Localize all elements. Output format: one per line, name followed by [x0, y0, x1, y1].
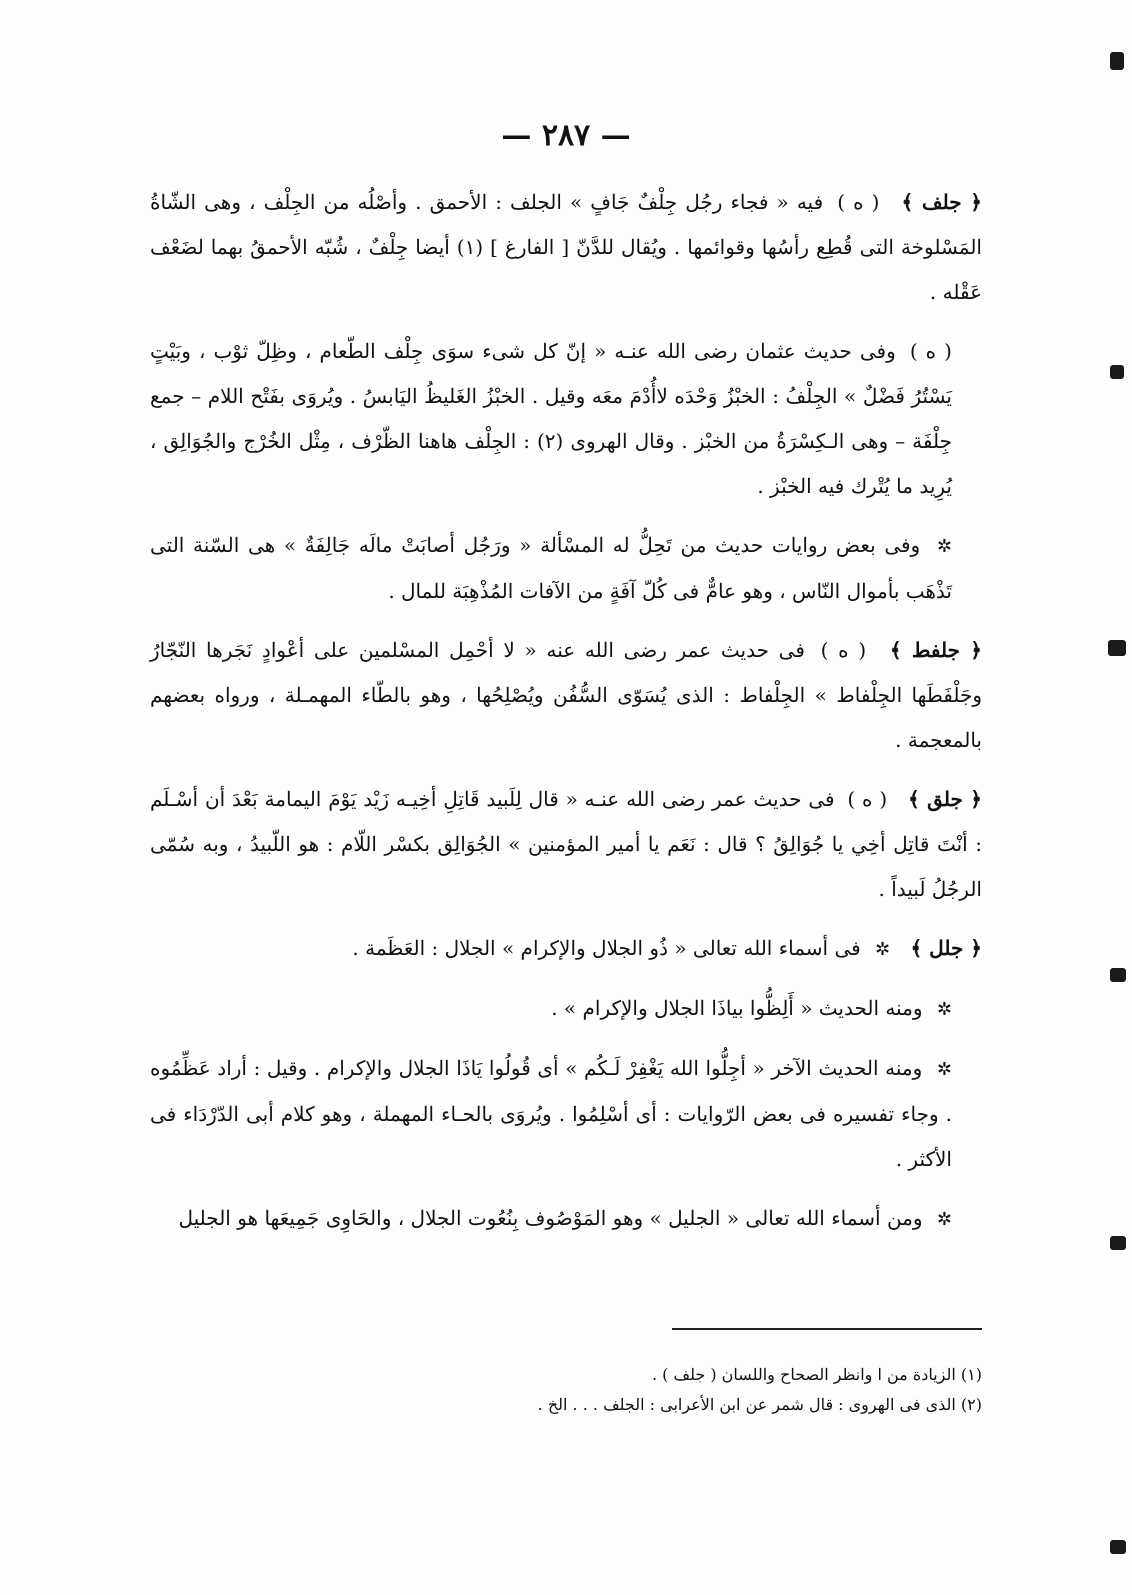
scan-edge-mark-1	[1110, 52, 1124, 70]
footnote-divider	[672, 1328, 982, 1330]
footnote-1: (١) الزيادة من ا وانظر الصحاح واللسان ( جلف ) .	[652, 1365, 982, 1384]
star-icon: ✲	[936, 536, 952, 557]
entry-marker: ( ه )	[909, 339, 952, 363]
entry-text: ومنه الحديث « أَلِظُّوا بياذَا الجلال والإكرام » .	[551, 996, 923, 1020]
page-number: — ٢٨٧ —	[501, 118, 631, 153]
entry-jalf-uthman	[150, 329, 982, 509]
entry-headword: ﴿ جلق ﴾	[908, 787, 983, 811]
star-icon: ✲	[875, 939, 891, 960]
entry-text: وفى بعض روايات حديث من تَحِلُّ له المسْألة « ورَجُل أصابَتْ مالَه جَالِفَةٌ » هى السّنة التى تَذْهَب بأموال النّاس ، وهو عامٌّ فى كُلّ آفَةٍ من الآفات المُذْهِبَة للمال .	[150, 533, 952, 603]
entry-text: ومنه الحديث الآخر « أجِلُّوا الله يَغْفِرْ لَـكُم » أى قُولُوا يَاذَا الجلال والإكرام . وقيل : أراد عَظِّمُوه . وجاء تفسيره فى بعض الرّوايات : أى أسْلِمُوا . ويُروَى بالحـاء المهملة ، وهو كلام أبى الدّرْدَاء فى الأكثر .	[150, 1056, 952, 1171]
entry-text: فى أسماء الله تعالى « ذُو الجلال والإكرام » الجلال : العَظَمة .	[352, 936, 861, 960]
entry-headword: ﴿ جلل ﴾	[910, 936, 982, 960]
scan-edge-mark-6	[1110, 1540, 1126, 1554]
entry-jalf	[150, 180, 982, 315]
entry-jalal-hadith-2	[150, 1046, 982, 1182]
entry-jalal-hadith-1	[150, 986, 982, 1032]
star-icon: ✲	[936, 1059, 953, 1080]
entry-marker: ( ه )	[847, 787, 888, 811]
entry-marker: ( ه )	[837, 190, 880, 214]
entry-marker: ( ه )	[820, 638, 867, 662]
entry-text: فيه « فجاء رجُل جِلْفٌ جَافٍ » الجلف : الأحمق . وأصْلُه من الجِلْف ، وهى الشّاةُ المَسْلوخة التى قُطِع رأسُها وقوائمها . ويُقال للدَّنّ [ الفارغ ] (١) أيضا جِلْفٌ ، شُبّه الأحمقُ بهما لضَعْف عَقْله .	[150, 190, 982, 304]
footnote-2: (٢) الذى فى الهروى : قال شمر عن ابن الأعرابى : الجلف . . . الخ .	[537, 1395, 982, 1414]
entry-text: فى حديث عمر رضى الله عنـه « قال لِلَبيد قَاتِلِ أخِيـه زَيْد يَوْمَ اليمامة بَعْدَ أن أسْـلَم : أنْتَ قاتِل أخِي يا جُوَالِقُ ؟ قال : نَعَم يا أمير المؤمنين » الجُوَالِق بكسْر اللّام : هو اللّبيدُ ، وبه سُمّى الرجُلُ لَبيداً .	[150, 787, 982, 901]
entry-headword: ﴿ جلف ﴾	[901, 190, 982, 214]
entry-headword: ﴿ جلفط ﴾	[889, 638, 983, 662]
star-icon: ✲	[936, 1209, 952, 1230]
entry-jalal	[150, 926, 982, 972]
scan-edge-mark-2	[1110, 365, 1124, 379]
scan-edge-mark-5	[1110, 1236, 1126, 1250]
entry-text: وفى حديث عثمان رضى الله عنـه « إنّ كل شىء سوَى جِلْف الطّعام ، وظِلّ ثوْب ، وبَيْتٍ يَسْتُرُ فَضْلٌ » الجِلْفُ : الخبْزُ وَحْدَه لاأُدْمَ معَه وقيل . الخبْزُ الغَليظُ اليَابسُ . ويُروَى بفَتْح اللام – جمع جِلْفَة – وهى الـكِسْرَةُ من الخبْز . وقال الهروى (٢) : الجِلْف هاهنا الظّرْف ، مِثْل الخُرْج والجُوَالِق ، يُرِيد ما يُتْرك فيه الخبْز .	[150, 339, 952, 498]
scan-edge-mark-3	[1108, 640, 1126, 656]
footnotes	[150, 1360, 982, 1420]
entry-jalifa	[150, 523, 982, 614]
entry-jalil	[150, 1196, 982, 1242]
scan-edge-mark-4	[1110, 968, 1126, 982]
entry-text: فى حديث عمر رضى الله عنه « لا أحْمِل المسْلمين على أعْوادٍ نَجَرها النّجّارُ وجَلْفَطَها الجِلْفاط » الجِلْفاط : الذى يُسَوّى السُّفُن ويُصْلِحُها ، وهو بالطّاء المهمـلة ، ورواه بعضهم بالمعجمة .	[150, 638, 982, 752]
main-text	[150, 180, 982, 1256]
entry-jalaq	[150, 777, 982, 912]
entry-jalfat	[150, 628, 982, 763]
star-icon: ✲	[936, 999, 952, 1020]
entry-text: ومن أسماء الله تعالى « الجليل » وهو المَوْصُوف بِنُعُوت الجلال ، والحَاوِى جَمِيعَها هو الجليل	[178, 1206, 923, 1230]
